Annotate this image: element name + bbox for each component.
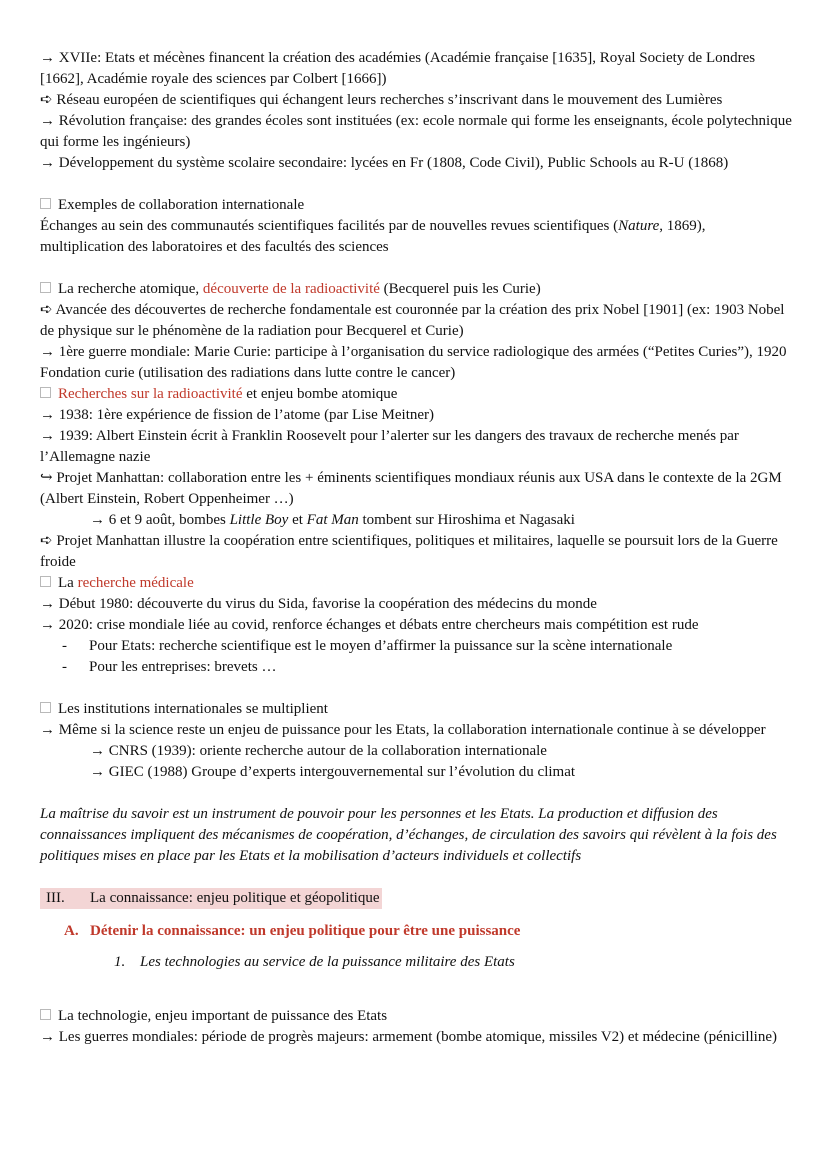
section-heading-iii: III. La connaissance: enjeu politique et géopolitique [40,888,792,909]
spacer [40,174,792,195]
paragraph-secondaire: → Développement du système scolaire secondaire: lycées en Fr (1808, Code Civil), Public Schools au R-U (1868) [40,155,729,171]
paragraph-covid: → 2020: crise mondiale liée au covid, renforce échanges et débats entre chercheurs mais compétition est rude [40,617,699,633]
checkbox-icon [40,387,51,398]
paragraph-manhattan: ↪ Projet Manhattan: collaboration entre les + éminents scientifiques mondiaux réunis aux USA dans le contexte de la 2GM (Albert Einstein, Robert Oppenheimer …) [40,470,782,507]
paragraph-academies: → XVIIe: Etats et mécènes financent la création des académies (Académie française [1635], Royal Society de Londres [1662], Académie royale des sciences par Colbert [1666]) [40,50,756,87]
spacer [40,678,792,699]
conclusion-paragraph: La maîtrise du savoir est un instrument de pouvoir pour les personnes et les Etats. La production et diffusion des connaissances impliquent des mécanismes de coopération, d’échanges, de circulation des savoirs qui révèlent à la fois des politiques mises en place par les Etats et la mobilisation d’acteurs individuels et collectifs [40,806,777,864]
paragraph-giec: → GIEC (1988) Groupe d’experts intergouvernemental sur l’évolution du climat [90,764,576,780]
checkbox-icon [40,702,51,713]
paragraph-einstein: → 1939: Albert Einstein écrit à Franklin Roosevelt pour l’alerter sur les dangers des travaux de recherche menés par l’Allemagne nazie [40,428,739,465]
spacer [40,783,792,804]
list-item: - Pour Etats: recherche scientifique est le moyen d’affirmer la puissance sur la scène internationale [62,638,673,654]
spacer [40,258,792,279]
heading-radioactivite: Recherches sur la radioactivité et enjeu bombe atomique [40,384,792,405]
spacer [40,985,792,1006]
checkbox-icon [40,198,51,209]
paragraph-echanges: Échanges au sein des communautés scientifiques facilités par de nouvelles revues scientifiques (Nature, 1869), multiplication des laboratoires et des facultés des sciences [40,218,706,255]
heading-atomique: La recherche atomique, découverte de la radioactivité (Becquerel puis les Curie) [40,279,792,300]
paragraph-curie: → 1ère guerre mondiale: Marie Curie: participe à l’organisation du service radiologique des armées (“Petites Curies”), 1920 Fondation curie (utilisation des radiations dans lutte contre le cancer) [40,344,787,381]
list-item: - Pour les entreprises: brevets … [62,659,277,675]
paragraph-sida: → Début 1980: découverte du virus du Sida, favorise la coopération des médecins du monde [40,596,597,612]
paragraph-cnrs: → CNRS (1939): oriente recherche autour de la collaboration internationale [90,743,547,759]
heading-institutions: Les institutions internationales se multiplient [40,699,792,720]
section-heading-a: A. Détenir la connaissance: un enjeu politique pour être une puissance [64,923,521,939]
checkbox-icon [40,282,51,293]
paragraph-hiroshima: → 6 et 9 août, bombes Little Boy et Fat Man tombent sur Hiroshima et Nagasaki [90,512,575,528]
paragraph-cooperation: ➪ Projet Manhattan illustre la coopération entre scientifiques, politiques et militaires, laquelle se poursuit lors de la Guerre froide [40,533,778,570]
heading-collaboration: Exemples de collaboration internationale [40,195,792,216]
paragraph-lumieres: ➪ Réseau européen de scientifiques qui échangent leurs recherches s’inscrivant dans le mouvement des Lumières [40,92,723,108]
checkbox-icon [40,1009,51,1020]
section-heading-1: 1. Les technologies au service de la puissance militaire des Etats [114,954,515,970]
heading-medicale: La recherche médicale [40,573,792,594]
paragraph-guerres: → Les guerres mondiales: période de progrès majeurs: armement (bombe atomique, missiles V2) et médecine (pénicilline) [40,1029,777,1045]
spacer [40,867,792,888]
heading-technologie: La technologie, enjeu important de puissance des Etats [40,1006,792,1027]
paragraph-science-puissance: → Même si la science reste un enjeu de puissance pour les Etats, la collaboration internationale continue à se développer [40,722,766,738]
paragraph-revolution: → Révolution française: des grandes écoles sont instituées (ex: ecole normale qui forme les enseignants, école polytechnique qui forme les ingénieurs) [40,113,792,150]
paragraph-fission: → 1938: 1ère expérience de fission de l’atome (par Lise Meitner) [40,407,435,423]
checkbox-icon [40,576,51,587]
paragraph-nobel: ➪ Avancée des découvertes de recherche fondamentale est couronnée par la création des prix Nobel [1901] (ex: 1903 Nobel de physique sur le phénomène de la radiation pour Becquerel et Curie) [40,302,785,339]
